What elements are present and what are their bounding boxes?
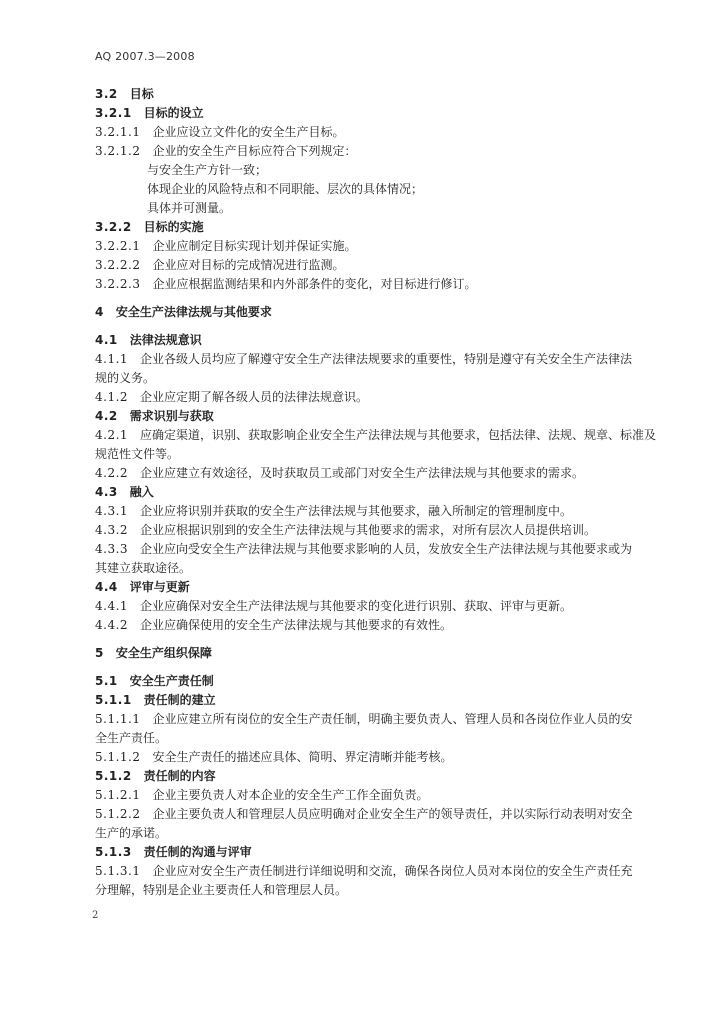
- clause-number: 5.1.3.1: [95, 864, 141, 878]
- clause-text: 融入: [129, 485, 154, 499]
- section-heading: [95, 578, 663, 597]
- clause-line: [95, 710, 663, 729]
- clause-line: [95, 426, 663, 445]
- section-heading: [95, 104, 663, 123]
- clause-number: 4.4.2: [95, 618, 129, 632]
- clause-text: 企业应将识别并获取的安全生产法律法规与其他要求，融入所制定的管理制度中。: [140, 504, 573, 518]
- clause-line: [95, 275, 663, 294]
- clause-text: 分理解，特别是企业主要责任人和管理层人员。: [95, 883, 348, 897]
- clause-text: 安全生产责任的描述应具体、简明、界定清晰并能考核。: [152, 750, 453, 764]
- clause-text: 企业应设立文件化的安全生产目标。: [152, 125, 345, 139]
- clause-number: 4.3.3: [95, 542, 129, 556]
- clause-line: [95, 805, 663, 824]
- text-line: [95, 180, 663, 199]
- clause-text: 企业应根据监测结果和内外部条件的变化，对目标进行修订。: [152, 277, 477, 291]
- section-heading: [95, 407, 663, 426]
- text-line: [95, 824, 663, 843]
- text-line: [95, 729, 663, 748]
- clause-text: 安全生产法律法规与其他要求: [115, 305, 272, 319]
- clause-number: 4.4: [95, 580, 118, 594]
- text-line: [95, 369, 663, 388]
- page-number: 2: [92, 910, 99, 921]
- clause-line: [95, 748, 663, 767]
- clause-number: 3.2.1.2: [95, 144, 141, 158]
- clause-number: 4.1.2: [95, 390, 129, 404]
- clause-text: 规范性文件等。: [95, 447, 180, 461]
- clause-text: 企业应向受安全生产法律法规与其他要求影响的人员，发放安全生产法律法规与其他要求或为: [140, 542, 633, 556]
- clause-number: 3.2.2: [95, 220, 132, 234]
- section-heading: [95, 672, 663, 691]
- clause-text: 具体并可测量。: [147, 201, 232, 215]
- clause-number: 5.1.1.2: [95, 750, 141, 764]
- clause-text: 企业各级人员均应了解遵守安全生产法律法规要求的重要性，特别是遵守有关安全生产法律法: [140, 352, 633, 366]
- clause-number: 3.2.2.2: [95, 258, 141, 272]
- clause-line: [95, 123, 663, 142]
- clause-text: 企业主要负责人对本企业的安全生产工作全面负责。: [152, 788, 429, 802]
- clause-text: 企业主要负责人和管理层人员应明确对企业安全生产的领导责任，并以实际行动表明对安全: [152, 807, 633, 821]
- clause-number: 5.1.1: [95, 693, 132, 707]
- clause-line: [95, 237, 663, 256]
- clause-line: [95, 597, 663, 616]
- clause-line: [95, 502, 663, 521]
- section-heading: [95, 331, 663, 350]
- section-heading: [95, 767, 663, 786]
- clause-number: 4.3: [95, 485, 118, 499]
- clause-line: [95, 521, 663, 540]
- clause-number: 5.1.2.2: [95, 807, 141, 821]
- clause-text: 规的义务。: [95, 371, 156, 385]
- section-heading: [95, 644, 663, 663]
- clause-line: [95, 786, 663, 805]
- clause-number: 3.2.2.3: [95, 277, 141, 291]
- section-heading: [95, 218, 663, 237]
- text-line: [95, 199, 663, 218]
- clause-text: 企业应根据识别到的安全生产法律法规与其他要求的需求，对所有层次人员提供培训。: [140, 523, 597, 537]
- clause-text: 企业应对目标的完成情况进行监测。: [152, 258, 345, 272]
- clause-number: 4.2.1: [95, 428, 129, 442]
- clause-text: 企业应定期了解各级人员的法律法规意识。: [140, 390, 369, 404]
- clause-text: 企业的安全生产目标应符合下列规定：: [152, 144, 357, 158]
- clause-number: 4.3.2: [95, 523, 129, 537]
- clause-number: 5.1.1.1: [95, 712, 141, 726]
- clause-number: 3.2.1: [95, 106, 132, 120]
- section-heading: [95, 303, 663, 322]
- clause-line: [95, 862, 663, 881]
- clause-text: 企业应建立有效途径，及时获取员工或部门对安全生产法律法规与其他要求的需求。: [140, 466, 585, 480]
- clause-number: 3.2.1.1: [95, 125, 141, 139]
- document-body: [95, 85, 663, 900]
- clause-number: 5.1.2: [95, 769, 132, 783]
- clause-text: 目标的实施: [143, 220, 204, 234]
- clause-number: 4.2.2: [95, 466, 129, 480]
- clause-line: [95, 616, 663, 635]
- clause-text: 企业应建立所有岗位的安全生产责任制，明确主要负责人、管理人员和各岗位作业人员的安: [152, 712, 633, 726]
- clause-text: 需求识别与获取: [129, 409, 214, 423]
- paragraph-spacer: [95, 322, 663, 331]
- clause-text: 体现企业的风险特点和不同职能、层次的具体情况；: [147, 182, 424, 196]
- clause-text: 企业应对安全生产责任制进行详细说明和交流，确保各岗位人员对本岗位的安全生产责任充: [152, 864, 633, 878]
- clause-text: 责任制的建立: [143, 693, 216, 707]
- section-heading: [95, 843, 663, 862]
- clause-number: 3.2.2.1: [95, 239, 141, 253]
- clause-text: 与安全生产方针一致；: [147, 163, 268, 177]
- clause-line: [95, 464, 663, 483]
- text-line: [95, 559, 663, 578]
- clause-number: 4.1: [95, 333, 118, 347]
- clause-line: [95, 388, 663, 407]
- clause-line: [95, 350, 663, 369]
- clause-number: 4: [95, 305, 104, 319]
- clause-number: 5.1: [95, 674, 118, 688]
- clause-text: 法律法规意识: [129, 333, 202, 347]
- section-heading: [95, 483, 663, 502]
- clause-line: [95, 142, 663, 161]
- text-line: [95, 161, 663, 180]
- clause-text: 企业应制定目标实现计划并保证实施。: [152, 239, 357, 253]
- running-header: AQ 2007.3—2008: [95, 50, 195, 63]
- clause-number: 5.1.2.1: [95, 788, 141, 802]
- clause-text: 责任制的沟通与评审: [143, 845, 252, 859]
- clause-number: 4.2: [95, 409, 118, 423]
- text-line: [95, 445, 663, 464]
- clause-text: 评审与更新: [129, 580, 190, 594]
- clause-number: 4.4.1: [95, 599, 129, 613]
- text-line: [95, 881, 663, 900]
- clause-number: 4.3.1: [95, 504, 129, 518]
- clause-line: [95, 256, 663, 275]
- clause-text: 生产的承诺。: [95, 826, 168, 840]
- clause-number: 4.1.1: [95, 352, 129, 366]
- clause-number: 3.2: [95, 87, 118, 101]
- clause-line: [95, 540, 663, 559]
- clause-number: 5.1.3: [95, 845, 132, 859]
- paragraph-spacer: [95, 635, 663, 644]
- section-heading: [95, 85, 663, 104]
- clause-text: 责任制的内容: [143, 769, 216, 783]
- clause-text: 安全生产组织保障: [115, 646, 212, 660]
- section-heading: [95, 691, 663, 710]
- clause-text: 全生产责任。: [95, 731, 168, 745]
- paragraph-spacer: [95, 663, 663, 672]
- clause-text: 目标的设立: [143, 106, 204, 120]
- paragraph-spacer: [95, 294, 663, 303]
- clause-text: 安全生产责任制: [129, 674, 214, 688]
- clause-number: 5: [95, 646, 104, 660]
- clause-text: 企业应确保使用的安全生产法律法规与其他要求的有效性。: [140, 618, 453, 632]
- clause-text: 目标: [129, 87, 154, 101]
- clause-text: 其建立获取途径。: [95, 561, 192, 575]
- clause-text: 企业应确保对安全生产法律法规与其他要求的变化进行识别、获取、评审与更新。: [140, 599, 573, 613]
- clause-text: 应确定渠道，识别、获取影响企业安全生产法律法规与其他要求，包括法律、法规、规章、标准及: [140, 428, 657, 442]
